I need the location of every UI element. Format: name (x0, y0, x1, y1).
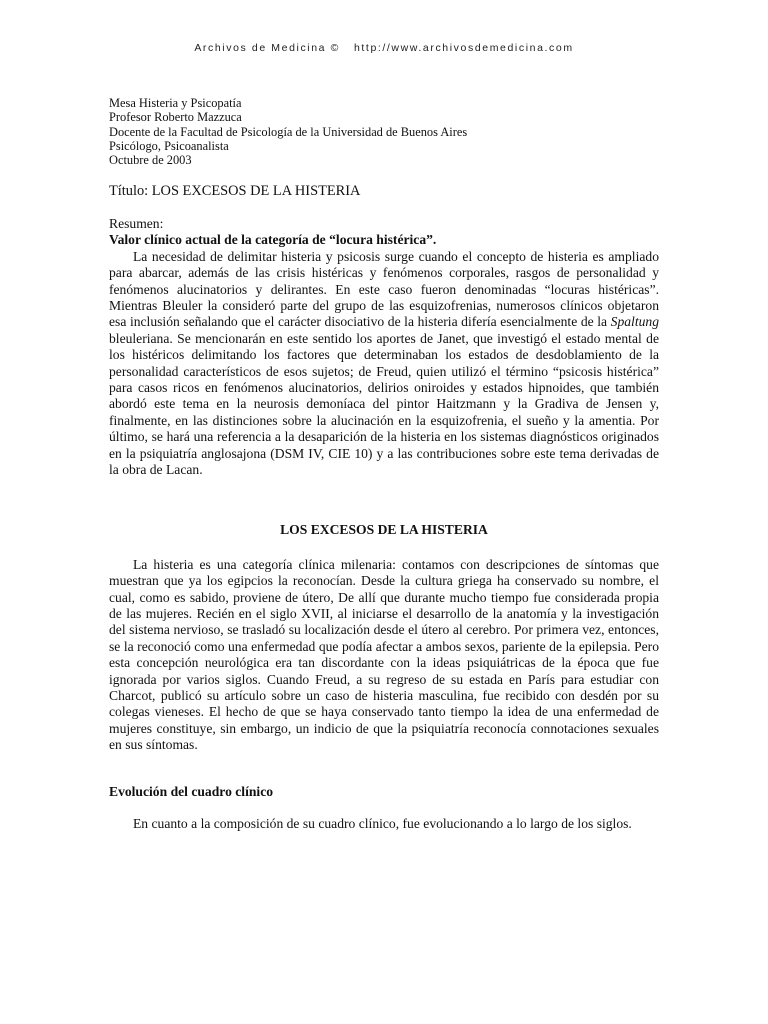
meta-profession: Psicólogo, Psicoanalista (109, 138, 229, 153)
section-paragraph: En cuanto a la composición de su cuadro clínico, fue evolucionando a lo largo de los siglos. (133, 816, 632, 832)
resumen-label: Resumen: (109, 215, 164, 231)
meta-date: Octubre de 2003 (109, 153, 192, 168)
author-meta (109, 96, 659, 167)
main-heading: LOS EXCESOS DE LA HISTERIA (280, 522, 488, 538)
meta-affiliation: Docente de la Facultad de Psicología de la Universidad de Buenos Aires (109, 124, 468, 139)
document-title: Título: LOS EXCESOS DE LA HISTERIA (109, 183, 361, 200)
resumen-text-1: La necesidad de delimitar histeria y psicosis surge cuando el concepto de histeria es ampliado para abarcar, además de las crisis histéricas y fenómenos corporales, rasgos de personalidad y fenómenos alucinatorios y delirantes. En este caso fueron denominadas “locuras histéricas”. Mientras Bleuler la consideró parte del grupo de las esquizofrenias, numerosos clínicos objetaron esa inclusión señalando que el carácter disociativo de la histeria difería esencialmente de la (109, 248, 659, 330)
meta-author: Profesor Roberto Mazzuca (109, 110, 242, 125)
document-body (109, 96, 659, 832)
site-name: Archivos de Medicina © (194, 42, 340, 54)
meta-event: Mesa Histeria y Psicopatía (109, 96, 242, 110)
section-heading: Evolución del cuadro clínico (109, 783, 274, 799)
resumen-text-2: bleuleriana. Se mencionarán en este sentido los aportes de Janet, que investigó el estado mental de los histéricos delimitando los factores que determinaban los estados de desdoblamiento de la personalidad característicos de esos sujetos; de Freud, quien utilizó el término “psicosis histérica” para casos ricos en fenómenos alucinatorios, delirios oniroides y estados hipnoides, que también abordó este tema en la neurosis demoníaca del pintor Haitzmann y la Gradiva de Jensen y, finalmente, en las distinciones sobre la alucinación en la esquizofrenia, el sueño y la amentia. Por último, se hará una referencia a la desaparición de la histeria en los sistemas diagnósticos originados en la psiquiatría anglosajona (DSM IV, CIE 10) y a las contribuciones sobre este tema derivadas de la obra de Lacan. (109, 330, 659, 477)
page-header (0, 42, 768, 54)
resumen-subtitle: Valor clínico actual de la categoría de “locura histérica”. (109, 232, 437, 248)
resumen-text-italic: Spaltung (610, 314, 659, 330)
main-paragraph: La histeria es una categoría clínica milenaria: contamos con descripciones de síntomas que muestran que ya los egipcios la reconocían. Desde la cultura griega ha conservado su nombre, el cual, como es sabido, proviene de útero, De allí que durante mucho tiempo fue considerada propia de las mujeres. Recién en el siglo XVII, al iniciarse el desarrollo de la anatomía y la investigación del sistema nervioso, se trasladó su localización desde el útero al cerebro. Por primera vez, entonces, se la reconoció como una enfermedad que podía afectar a ambos sexos, pariente de la epilepsia. Pero esta concepción neurológica era tan discordante con la ideas psiquiátricas de la época que fue ignorada por varios siglos. Cuando Freud, a su regreso de su estada en París para estudiar con Charcot, publicó su artículo sobre un caso de histeria masculina, fue recibido con desdén por su colegas vieneses. El hecho de que se haya conservado tanto tiempo la idea de una enfermedad de mujeres constituye, sin embargo, un indicio de que la psiquiatría reconocía connotaciones sexuales en sus síntomas. (109, 556, 659, 753)
resumen-paragraph (109, 249, 659, 479)
site-url[interactable]: http://www.archivosdemedicina.com (353, 42, 574, 54)
